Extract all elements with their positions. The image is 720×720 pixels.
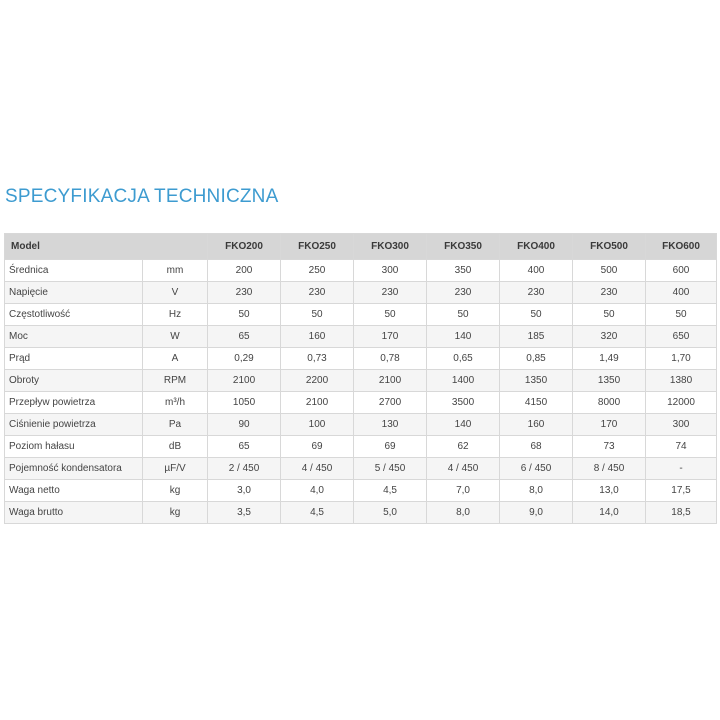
param-label: Pojemność kondensatora [5,458,143,480]
param-label: Częstotliwość [5,304,143,326]
unit-label: m³/h [143,392,208,414]
param-label: Waga netto [5,480,143,502]
value-cell: 4,5 [281,502,354,524]
value-cell: 1350 [573,370,646,392]
value-cell: 8,0 [427,502,500,524]
value-cell: 400 [646,282,717,304]
value-cell: 140 [427,414,500,436]
table-row [5,392,717,414]
unit-label: mm [143,260,208,282]
value-cell: 1350 [500,370,573,392]
param-label: Prąd [5,348,143,370]
value-cell: 650 [646,326,717,348]
value-cell: 3,5 [208,502,281,524]
value-cell: 1,70 [646,348,717,370]
value-cell: 0,29 [208,348,281,370]
value-cell: 17,5 [646,480,717,502]
param-label: Średnica [5,260,143,282]
value-cell: 90 [208,414,281,436]
value-cell: 230 [500,282,573,304]
value-cell: 50 [281,304,354,326]
value-cell: 50 [573,304,646,326]
unit-label: Pa [143,414,208,436]
value-cell: 500 [573,260,646,282]
value-cell: 1050 [208,392,281,414]
header-model-label: Model [5,234,208,260]
value-cell: 4,0 [281,480,354,502]
value-cell: 0,78 [354,348,427,370]
value-cell: 1380 [646,370,717,392]
value-cell: 50 [427,304,500,326]
unit-label: V [143,282,208,304]
unit-label: dB [143,436,208,458]
value-cell: 69 [354,436,427,458]
value-cell: 4 / 450 [427,458,500,480]
value-cell: 50 [646,304,717,326]
value-cell: 2200 [281,370,354,392]
value-cell: 62 [427,436,500,458]
header-model-fko250: FKO250 [281,234,354,260]
value-cell: 300 [354,260,427,282]
value-cell: 14,0 [573,502,646,524]
value-cell: 160 [281,326,354,348]
header-model-fko300: FKO300 [354,234,427,260]
value-cell: 2100 [281,392,354,414]
value-cell: 250 [281,260,354,282]
param-label: Waga brutto [5,502,143,524]
page-title: SPECYFIKACJA TECHNICZNA [5,186,279,207]
header-model-fko200: FKO200 [208,234,281,260]
value-cell: 230 [573,282,646,304]
value-cell: 185 [500,326,573,348]
table-row [5,260,717,282]
value-cell: 200 [208,260,281,282]
param-label: Obroty [5,370,143,392]
value-cell: 1400 [427,370,500,392]
value-cell: 0,65 [427,348,500,370]
value-cell: 170 [354,326,427,348]
value-cell: 320 [573,326,646,348]
unit-label: kg [143,480,208,502]
value-cell: 3,0 [208,480,281,502]
value-cell: 4 / 450 [281,458,354,480]
value-cell: 50 [500,304,573,326]
value-cell: 300 [646,414,717,436]
param-label: Poziom hałasu [5,436,143,458]
value-cell: 2 / 450 [208,458,281,480]
value-cell: 0,73 [281,348,354,370]
value-cell: 400 [500,260,573,282]
spec-table [4,233,717,524]
value-cell: 8000 [573,392,646,414]
value-cell: 18,5 [646,502,717,524]
value-cell: 2100 [354,370,427,392]
value-cell: 140 [427,326,500,348]
unit-label: kg [143,502,208,524]
value-cell: 3500 [427,392,500,414]
value-cell: 230 [354,282,427,304]
table-row [5,282,717,304]
param-label: Moc [5,326,143,348]
value-cell: 230 [281,282,354,304]
value-cell: 600 [646,260,717,282]
value-cell: 230 [427,282,500,304]
value-cell: 9,0 [500,502,573,524]
table-row [5,326,717,348]
value-cell: 73 [573,436,646,458]
value-cell: 5 / 450 [354,458,427,480]
value-cell: 6 / 450 [500,458,573,480]
header-model-fko350: FKO350 [427,234,500,260]
table-row [5,458,717,480]
value-cell: 7,0 [427,480,500,502]
param-label: Przepływ powietrza [5,392,143,414]
header-model-fko500: FKO500 [573,234,646,260]
table-header-row [5,234,717,260]
unit-label: W [143,326,208,348]
table-row [5,348,717,370]
unit-label: Hz [143,304,208,326]
unit-label: A [143,348,208,370]
value-cell: 50 [354,304,427,326]
value-cell: 2100 [208,370,281,392]
value-cell: 65 [208,436,281,458]
value-cell: 100 [281,414,354,436]
table-row [5,502,717,524]
value-cell: 74 [646,436,717,458]
header-model-fko400: FKO400 [500,234,573,260]
param-label: Ciśnienie powietrza [5,414,143,436]
value-cell: 0,85 [500,348,573,370]
value-cell: 12000 [646,392,717,414]
value-cell: 170 [573,414,646,436]
value-cell: 50 [208,304,281,326]
param-label: Napięcie [5,282,143,304]
value-cell: 13,0 [573,480,646,502]
header-model-fko600: FKO600 [646,234,717,260]
value-cell: 8 / 450 [573,458,646,480]
value-cell: 8,0 [500,480,573,502]
value-cell: 1,49 [573,348,646,370]
value-cell: 69 [281,436,354,458]
value-cell: 68 [500,436,573,458]
value-cell: 230 [208,282,281,304]
value-cell: 4,5 [354,480,427,502]
table-row [5,304,717,326]
value-cell: 65 [208,326,281,348]
table-row [5,370,717,392]
value-cell: 2700 [354,392,427,414]
value-cell: 130 [354,414,427,436]
table-row [5,480,717,502]
value-cell: 160 [500,414,573,436]
value-cell: - [646,458,717,480]
value-cell: 5,0 [354,502,427,524]
unit-label: RPM [143,370,208,392]
value-cell: 4150 [500,392,573,414]
table-row [5,436,717,458]
unit-label: µF/V [143,458,208,480]
value-cell: 350 [427,260,500,282]
table-row [5,414,717,436]
